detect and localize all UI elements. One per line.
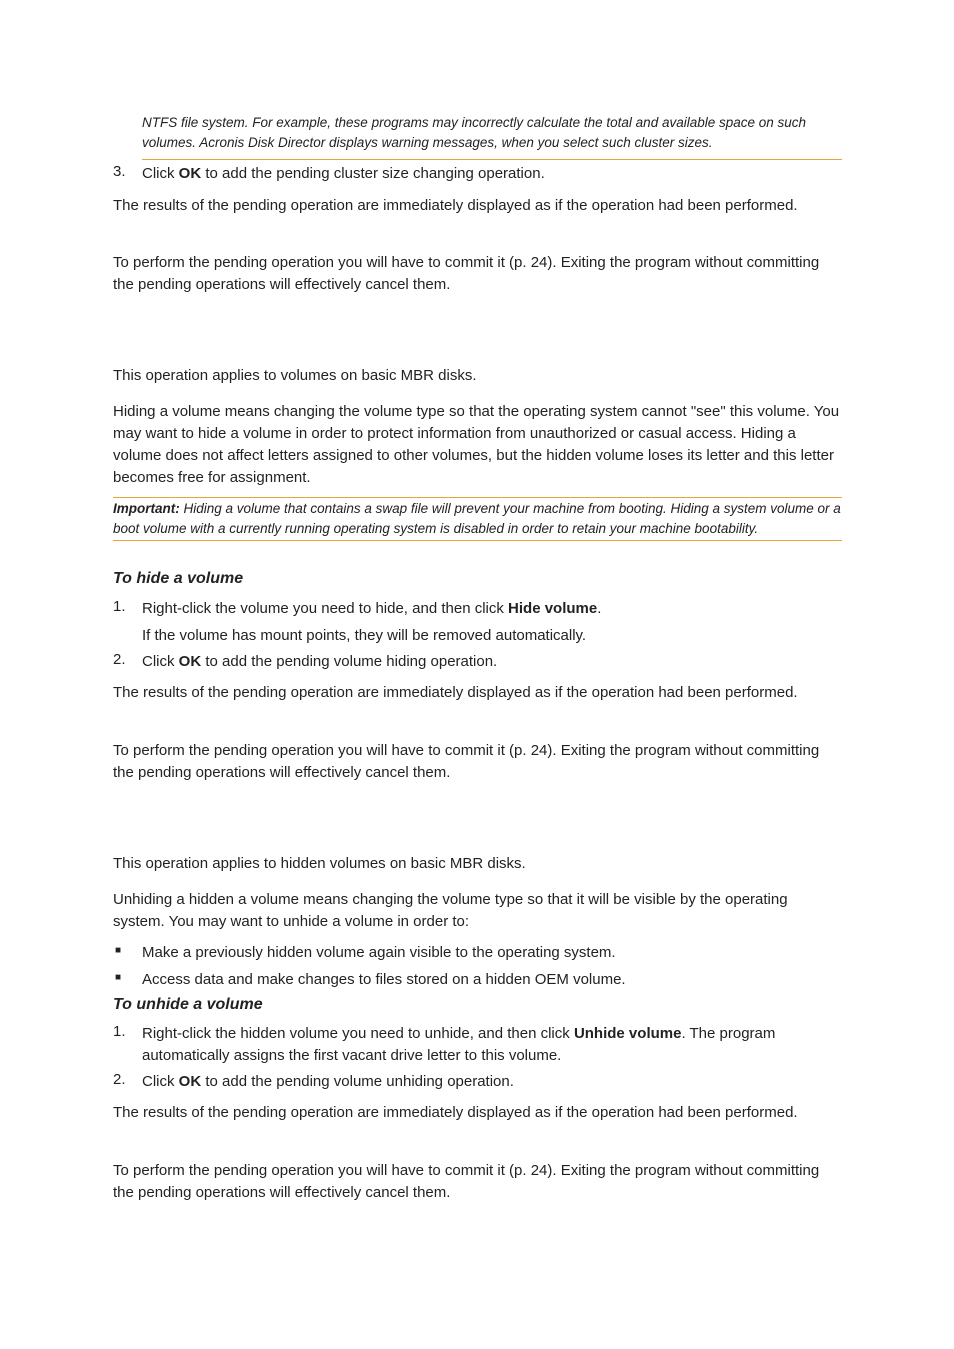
step-number: 1.: [113, 598, 126, 615]
note-text: NTFS file system. For example, these programs may incorrectly calculate the total and available space on such volumes. Acronis Disk Director displays warning messages, when you select such cluster sizes.: [142, 115, 807, 150]
hide-commit-paragraph: To perform the pending operation you will have to commit it (p. 24). Exiting the program without committing the pending operations will effectively cancel them.: [113, 742, 820, 781]
unhide-commit-paragraph: To perform the pending operation you will have to commit it (p. 24). Exiting the program without committing the pending operations will effectively cancel them.: [113, 1162, 820, 1201]
step-text: Right-click the hidden volume you need to unhide, and then click: [142, 1025, 574, 1042]
important-note: [113, 497, 842, 541]
step-number: 3.: [113, 163, 126, 180]
unhide-bullet-item: Access data and make changes to files stored on a hidden OEM volume.: [142, 971, 626, 988]
unhide-step-1: [142, 1023, 842, 1067]
unhide-applies-paragraph: This operation applies to hidden volumes on basic MBR disks.: [113, 855, 526, 872]
step-text: . The program automatically assigns the first vacant drive letter to this volume.: [142, 1025, 776, 1064]
ok-label: OK: [178, 1073, 202, 1090]
unhide-volume-heading: To unhide a volume: [113, 996, 263, 1013]
unhide-volume-label: Unhide volume: [573, 1025, 682, 1042]
unhide-description-paragraph: Unhiding a hidden a volume means changing the volume type so that it will be visible by the operating system. You may want to unhide a volume in order to:: [113, 891, 788, 930]
hide-description-paragraph: Hiding a volume means changing the volume type so that the operating system cannot "see" this volume. You may want to hide a volume in order to protect information from unauthorized or casual access. Hiding a volume does not affect letters assigned to other volumes, but the hidden volume loses its letter and this letter becomes free for assignment.: [113, 403, 840, 486]
hide-results-paragraph: The results of the pending operation are immediately displayed as if the operation had been performed.: [113, 684, 798, 701]
ok-label: OK: [178, 165, 202, 182]
step-number: 2.: [113, 1071, 126, 1088]
step-text: to add the pending volume hiding operation.: [201, 653, 498, 670]
hide-volume-heading: To hide a volume: [113, 570, 244, 587]
step-text: to add the pending volume unhiding operation.: [201, 1073, 514, 1090]
bullet-icon: ■: [115, 945, 122, 956]
step-text: Click: [142, 653, 179, 670]
cluster-step-3: [142, 163, 842, 185]
step-number: 2.: [113, 651, 126, 668]
hide-step-2: [142, 651, 842, 673]
step-text: Right-click the volume you need to hide, and then click: [142, 600, 509, 617]
unhide-step-2: [142, 1071, 842, 1093]
step-text: to add the pending cluster size changing operation.: [201, 165, 545, 182]
cluster-commit-paragraph: To perform the pending operation you will have to commit it (p. 24). Exiting the program without committing the pending operations will effectively cancel them.: [113, 254, 820, 293]
ok-label: OK: [178, 653, 202, 670]
hide-step-1: [142, 598, 842, 620]
important-text: Hiding a volume that contains a swap file will prevent your machine from booting. Hiding a system volume or a boot volume with a currently running operating system is disabled in order to retain your machine bootability.: [113, 501, 841, 536]
cluster-size-warning-note: [142, 113, 842, 160]
unhide-results-paragraph: The results of the pending operation are immediately displayed as if the operation had been performed.: [113, 1104, 798, 1121]
important-label: Important:: [113, 501, 180, 516]
unhide-bullet-item: Make a previously hidden volume again visible to the operating system.: [142, 944, 616, 961]
hide-volume-label: Hide volume: [508, 600, 598, 617]
hide-applies-paragraph: This operation applies to volumes on basic MBR disks.: [113, 367, 477, 384]
step-text: Click: [142, 165, 179, 182]
bullet-icon: ■: [115, 972, 122, 983]
step-text: Click: [142, 1073, 179, 1090]
step-number: 1.: [113, 1023, 126, 1040]
cluster-results-paragraph: The results of the pending operation are immediately displayed as if the operation had been performed.: [113, 197, 798, 214]
step-text: .: [597, 600, 602, 617]
hide-step-1-subnote: If the volume has mount points, they will be removed automatically.: [142, 627, 587, 644]
